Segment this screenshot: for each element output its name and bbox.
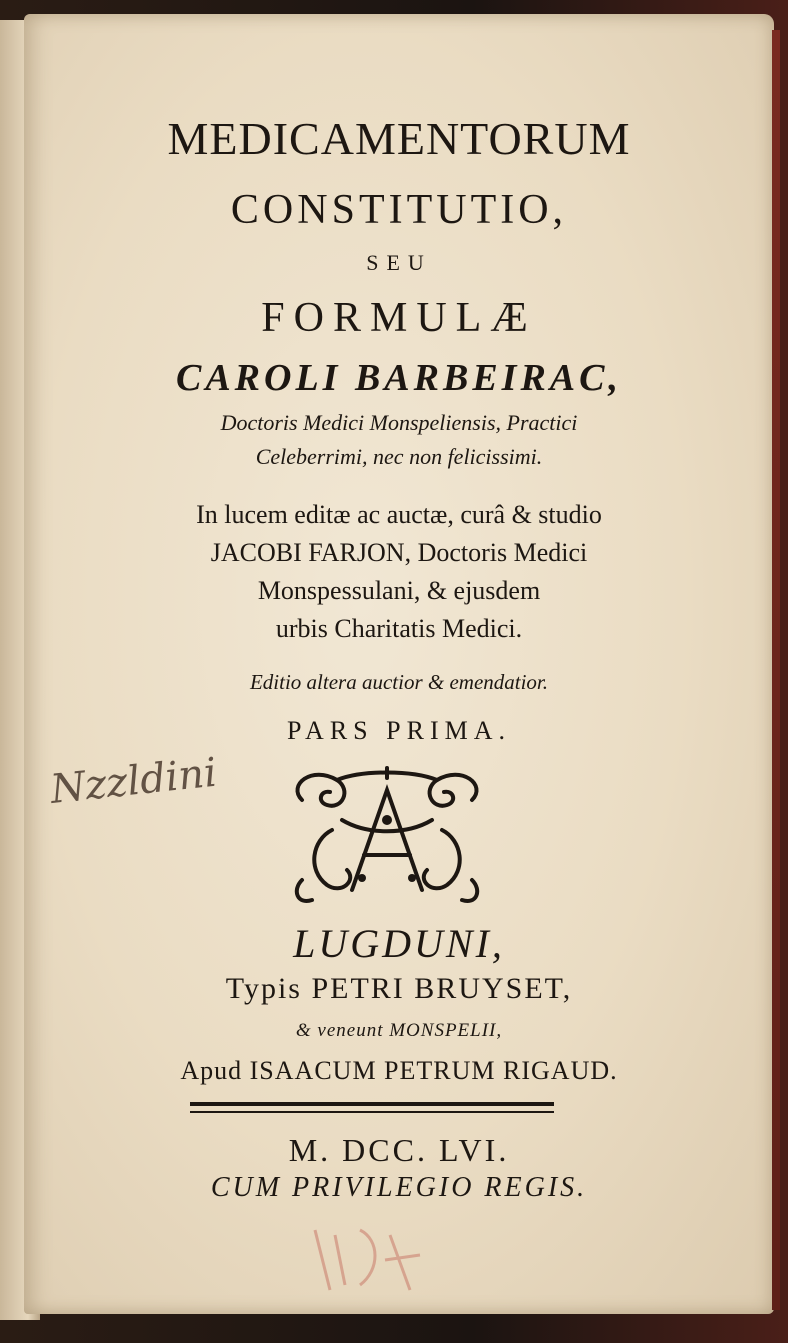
divider-thin	[190, 1111, 554, 1113]
title-line-2: CONSTITUTIO,	[230, 187, 568, 233]
printer-monogram-ornament-icon	[282, 760, 492, 910]
privilege-note: CUM PRIVILEGIO REGIS.	[210, 1172, 588, 1203]
title-line-1: MEDICAMENTORUM	[167, 113, 631, 164]
author-description-1: Doctoris Medici Monspeliensis, Practici	[220, 410, 578, 435]
imprint-place: LUGDUNI,	[293, 921, 505, 966]
imprint-also-sold: & veneunt MONSPELII,	[295, 1020, 503, 1041]
part-label: PARS PRIMA.	[286, 716, 511, 745]
edition-note: Editio altera auctior & emendatior.	[249, 670, 549, 694]
title-line-4: FORMULÆ	[261, 295, 537, 341]
author-name: CAROLI BARBEIRAC,	[175, 357, 623, 399]
divider-thick	[190, 1102, 554, 1106]
author-description-2: Celeberrimi, nec non felicissimi.	[255, 444, 543, 469]
editor-line-3: Monspessulani, & ejusdem	[257, 576, 541, 605]
faded-library-stamp-icon	[300, 1220, 430, 1300]
imprint-printer: Typis PETRI BRUYSET,	[225, 972, 573, 1005]
editor-line-2: JACOBI FARJON, Doctoris Medici	[210, 538, 588, 567]
editor-line-1: In lucem editæ ac auctæ, curâ & studio	[196, 500, 602, 529]
editor-line-4: urbis Charitatis Medici.	[275, 614, 523, 643]
title-line-3: SEU	[366, 250, 432, 275]
imprint-bookseller: Apud ISAACUM PETRUM RIGAUD.	[180, 1056, 618, 1085]
handwritten-signature: Nzzldini	[48, 749, 220, 813]
imprint-year: M. DCC. LVI.	[288, 1132, 510, 1168]
